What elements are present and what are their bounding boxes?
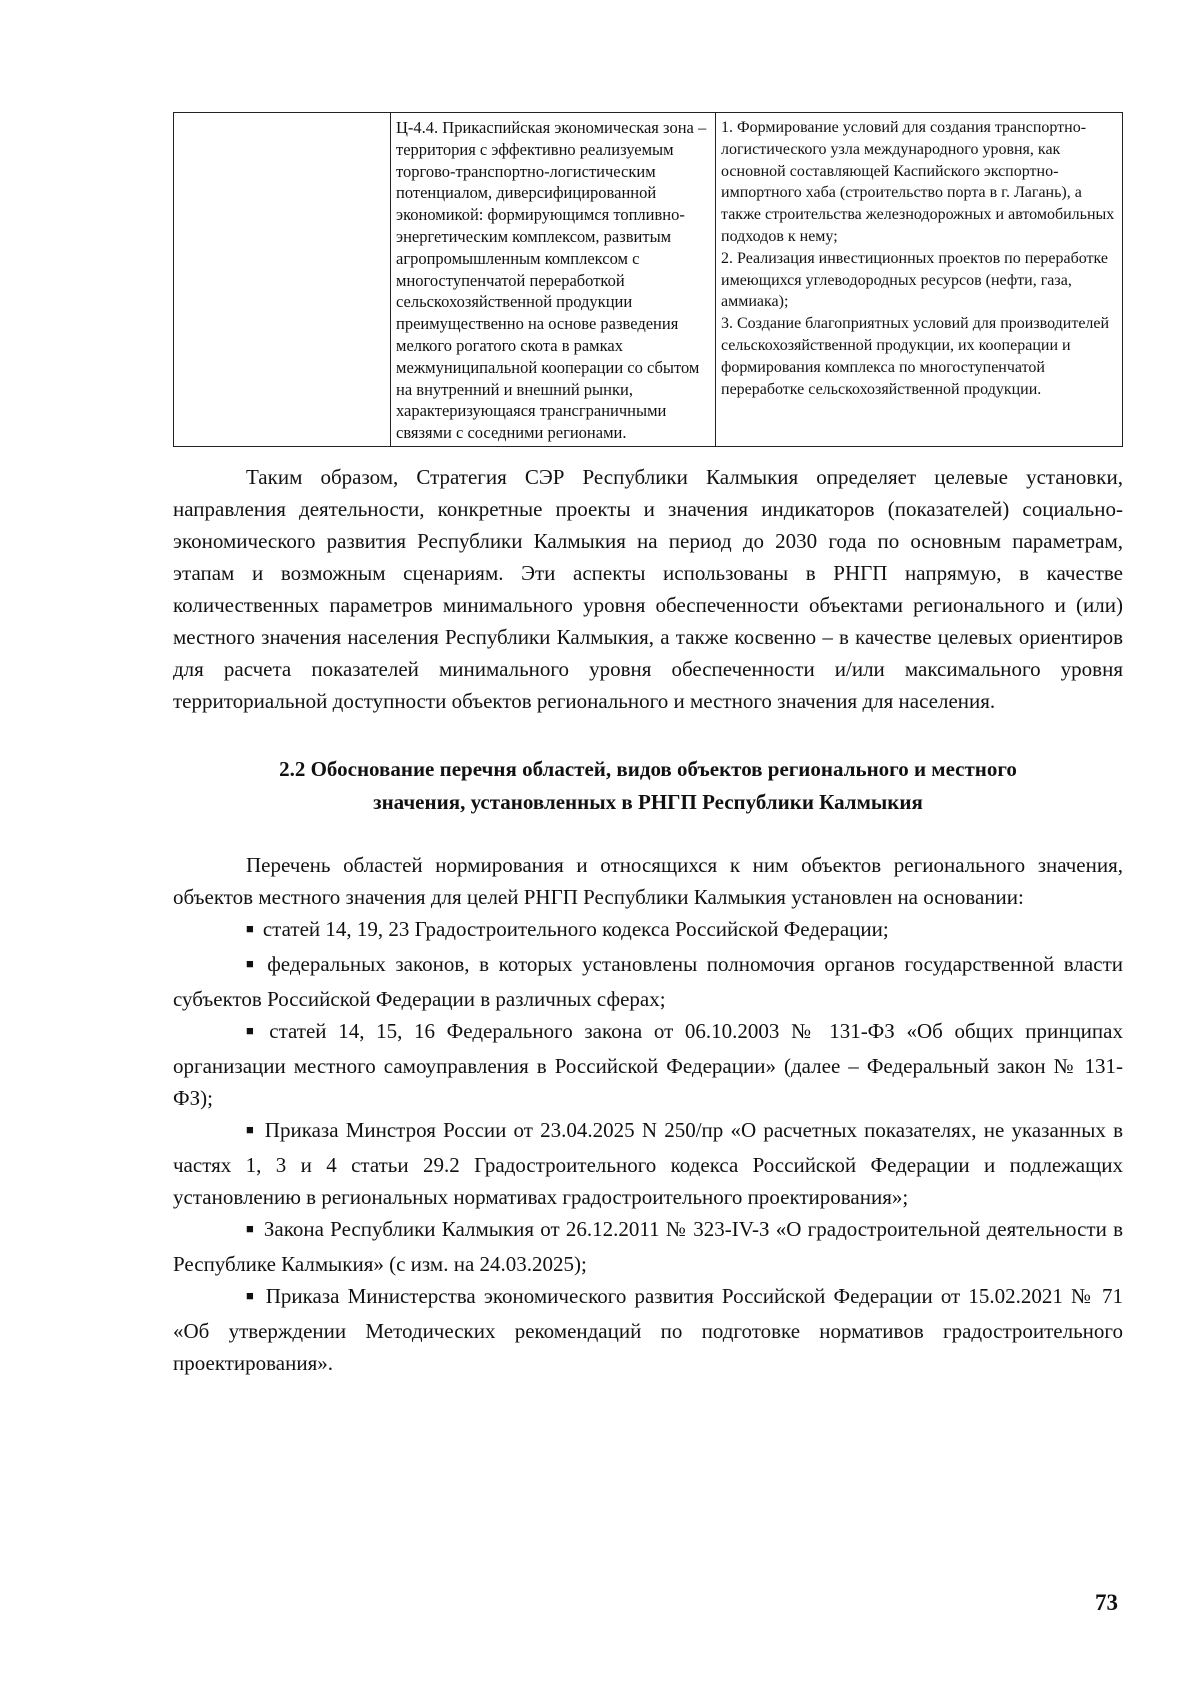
list-item [173, 948, 1123, 1015]
list-item-text: статей 14, 19, 23 Градостроительного кодекса Российской Федерации; [262, 916, 889, 941]
goals-table [173, 112, 1123, 447]
table-row [174, 113, 1123, 447]
list-item-text: Приказа Минстроя России от 23.04.2025 N 250/пр «О расчетных показателях, не указанных в частях 1, 3 и 4 статьи 29.2 Градостроительного кодекса Российской Федерации и подлежащих установлению в региональных нормативах градостроительного проектирования»; [173, 1117, 1123, 1209]
section-heading-line: значения, установленных в РНГП Республики Калмыкия [373, 789, 923, 814]
paragraph-list-intro: Перечень областей нормирования и относящихся к ним объектов регионального значения, объектов местного значения для целей РНГП Республики Калмыкия установлен на основании: [173, 852, 1123, 909]
bullet-icon: ■ [246, 955, 259, 971]
list-item [173, 1280, 1123, 1379]
list-item-text: федеральных законов, в которых установлены полномочия органов государственной власти субъектов Российской Федерации в различных сферах; [173, 951, 1123, 1011]
task-item: 1. Формирование условий для создания транспортно-логистического узла международного уровня, как основной составляющей Каспийского экспортно-импортного хаба (строительство порта в г. Лагань), а также строительства железнодорожных и автомобильных подходов к нему; [721, 119, 1115, 245]
bullet-icon: ■ [246, 920, 254, 936]
list-item-text: статей 14, 15, 16 Федерального закона от 06.10.2003 № 131-ФЗ «Об общих принципах организации местного самоуправления в Российской Федерации» (далее – Федеральный закон № 131-ФЗ); [173, 1018, 1123, 1110]
section-heading-line: 2.2 Обоснование перечня областей, видов объектов регионального и местного [279, 756, 1017, 781]
page-number: 73 [1095, 1590, 1118, 1615]
list-item [173, 1114, 1123, 1213]
table-cell-empty [174, 113, 391, 447]
paragraph-strategy: Таким образом, Стратегия СЭР Республики Калмыкия определяет целевые установки, направления деятельности, конкретные проекты и значения индикаторов (показателей) социально-экономического развития Республики Калмыкия на период до 2030 года по основным параметрам, этапам и возможным сценариям. Эти аспекты использованы в РНГП напрямую, в качестве количественных параметров минимального уровня обеспеченности объектами регионального и (или) местного значения населения Республики Калмыкия, а также косвенно – в качестве целевых ориентиров для расчета показателей минимального уровня обеспеченности и/или максимального уровня территориальной доступности объектов регионального и местного значения для населения. [173, 464, 1123, 713]
bullet-icon: ■ [246, 1287, 257, 1303]
bullet-icon: ■ [246, 1022, 261, 1038]
list-item-text: Приказа Министерства экономического развития Российской Федерации от 15.02.2021 № 71 «Об утверждении Методических рекомендаций по подготовке нормативов градостроительного проектирования». [173, 1283, 1123, 1375]
list-item [173, 913, 1123, 948]
list-item [173, 1015, 1123, 1114]
table-cell-tasks [716, 113, 1123, 447]
bullet-icon: ■ [246, 1121, 256, 1137]
document-page [173, 112, 1123, 1379]
table-cell-goal: Ц-4.4. Прикаспийская экономическая зона – территория с эффективно реализуемым торгово-транспортно-логистическим потенциалом, диверсифицированной экономикой: формирующимся топливно-энергетическим комплексом, развитым агропромышленным комплексом с многоступенчатой переработкой сельскохозяйственной продукции преимущественно на основе разведения мелкого рогатого скота в рамках межмуниципальной кооперации со сбытом на внутренний и внешний рынки, характеризующаяся трансграничными связями с соседними регионами. [391, 113, 716, 447]
section-heading [173, 753, 1123, 819]
list-item-text: Закона Республики Калмыкия от 26.12.2011 № 323-IV-З «О градостроительной деятельности в Республике Калмыкия» (с изм. на 24.03.2025); [173, 1216, 1123, 1276]
task-item: 3. Создание благоприятных условий для производителей сельскохозяйственной продукции, их кооперации и формирования комплекса по многоступенчатой переработке сельскохозяйственной продукции. [721, 315, 1110, 398]
task-item: 2. Реализация инвестиционных проектов по переработке имеющихся углеводородных ресурсов (нефти, газа, аммиака); [721, 249, 1109, 311]
bullet-icon: ■ [246, 1220, 255, 1236]
list-item [173, 1213, 1123, 1280]
